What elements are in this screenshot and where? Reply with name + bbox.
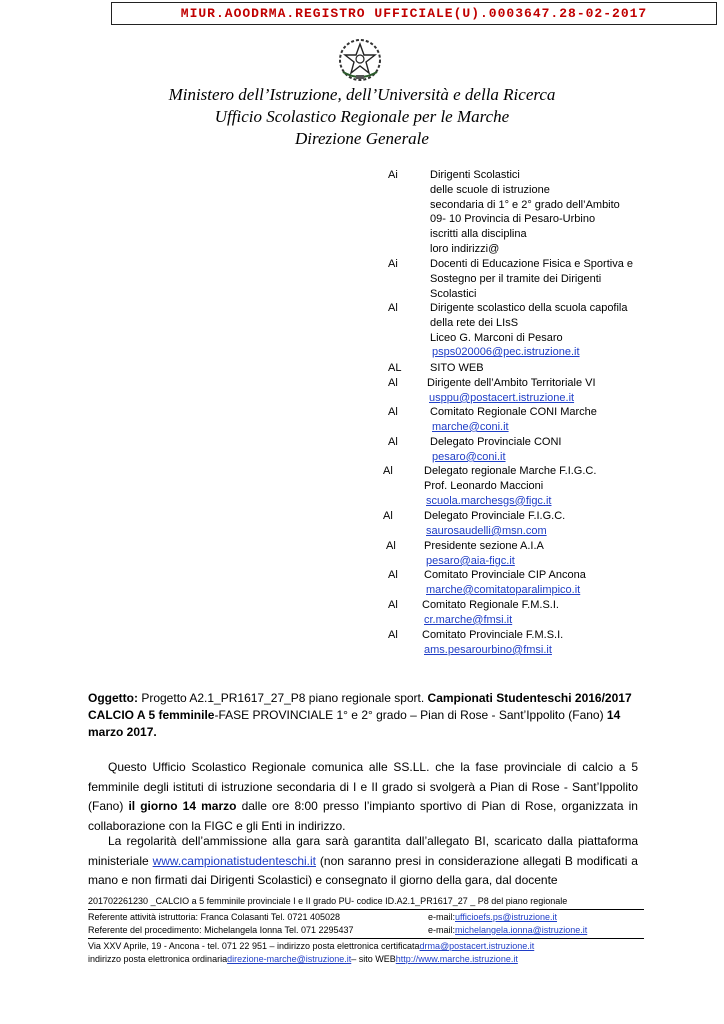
recipient-line: Delegato Provinciale F.I.G.C. <box>424 510 566 522</box>
referent-procedure: Referente del procedimento: Michelangela Ionna Tel. 071 2295437 e-mail: michelangela.ionna@istruzione.it <box>88 925 588 935</box>
recipient-email-link[interactable]: ams.pesarourbino@fmsi.it <box>424 643 552 656</box>
recipient-prefix: Al <box>388 406 398 418</box>
recipient-prefix: Ai <box>388 258 398 270</box>
recipient-prefix: AL <box>388 362 402 374</box>
recipient-line: Sostegno per il tramite dei Dirigenti <box>430 272 602 285</box>
recipient-email-link[interactable]: marche@coni.it <box>432 420 509 433</box>
ref1-email-link[interactable]: ufficioefs.ps@istruzione.it <box>455 912 558 922</box>
recipient-prefix: Al <box>388 599 398 611</box>
recipient-email-link[interactable]: psps020006@pec.istruzione.it <box>432 346 580 359</box>
recipient-prefix: Al <box>383 465 393 477</box>
recipient-line: Docenti di Educazione Fisica e Sportiva e <box>430 258 633 270</box>
recipient-line: 09- 10 Provincia di Pesaro-Urbino <box>430 213 596 226</box>
office-address: Via XXV Aprile, 19 - Ancona - tel. 071 22 951 – indirizzo posta elettronica certificata drma@postacert.istruzione.it <box>88 941 535 951</box>
referent-activity: Referente attività istruttoria: Franca Colasanti Tel. 0721 405028 e-mail: ufficioefs.ps@istruzione.it <box>88 912 558 922</box>
recipient-line: delle scuole di istruzione <box>430 183 550 196</box>
recipient-line: iscritti alla disciplina <box>430 228 527 241</box>
campionati-link[interactable]: www.campionatistudenteschi.it <box>152 853 317 868</box>
directorate-name: Direzione Generale <box>295 129 429 148</box>
recipient-email-link[interactable]: scuola.marchesgs@figc.it <box>426 494 552 507</box>
recipient-email-link[interactable]: usppu@postacert.istruzione.it <box>429 391 575 404</box>
subject-date: 14 marzo 2017. <box>88 708 621 739</box>
recipient-line: Dirigente dell’Ambito Territoriale VI <box>427 377 596 389</box>
recipient-prefix: Al <box>388 629 398 641</box>
pec-email-link[interactable]: drma@postacert.istruzione.it <box>419 941 535 951</box>
footer-divider-2 <box>88 938 644 939</box>
event-date: il giorno 14 marzo <box>128 799 237 813</box>
recipient-line: Prof. Leonardo Maccioni <box>424 479 544 492</box>
recipient-line: Comitato Regionale CONI Marche <box>430 406 597 418</box>
recipient-email-link[interactable]: marche@comitatoparalimpico.it <box>426 583 581 596</box>
office-contacts: indirizzo posta elettronica ordinaria direzione-marche@istruzione.it – sito WEB http://www.marche.istruzione.it <box>88 954 518 964</box>
recipient-prefix: Al <box>388 302 398 314</box>
protocol-stamp: MIUR.AOODRMA.REGISTRO UFFICIALE(U).0003647.28-02-2017 <box>111 2 717 25</box>
recipient-line: Liceo G. Marconi di Pesaro <box>430 331 563 344</box>
recipient-line: SITO WEB <box>430 362 484 374</box>
subject <box>88 690 640 741</box>
footer-divider <box>88 909 644 910</box>
recipient-line: Comitato Provinciale F.M.S.I. <box>422 629 564 641</box>
recipient-line: Comitato Regionale F.M.S.I. <box>422 599 559 611</box>
recipient-prefix: Al <box>388 436 398 448</box>
recipient-line: della rete dei LIsS <box>430 316 519 329</box>
recipient-prefix: Al <box>383 510 393 522</box>
ministry-name: Ministero dell’Istruzione, dell’Università e della Ricerca <box>168 85 556 104</box>
subject-text: Progetto A2.1_PR1617_27_P8 piano regionale sport. <box>138 691 428 705</box>
recipient-line: Delegato Provinciale CONI <box>430 436 562 448</box>
recipient-line: Dirigente scolastico della scuola capofila <box>430 302 628 314</box>
recipient-line: Dirigenti Scolastici <box>430 169 520 181</box>
ref2-email-link[interactable]: michelangela.ionna@istruzione.it <box>455 925 588 935</box>
recipient-line: secondaria di 1° e 2° grado dell’Ambito <box>430 198 620 211</box>
paragraph-announcement: Questo Ufficio Scolastico Regionale comunica alle SS.LL. che la fase provinciale di calcio a 5 femminile degli istituti di istruzione secondaria di I e II grado si svolgerà a Pian di Rose - Sant’Ippolito (Fano) il giorno 14 marzo dalle ore 8:00 presso l’impianto sportivo di Pian di Rose, organizzata in collaborazione con la FIGC e gli Enti in indirizzo. <box>88 760 638 833</box>
recipient-line: Presidente sezione A.I.A <box>424 540 544 552</box>
recipient-prefix: Al <box>388 377 398 389</box>
recipient-email-link[interactable]: cr.marche@fmsi.it <box>424 613 513 626</box>
recipient-line: loro indirizzi@ <box>430 243 500 255</box>
office-name: Ufficio Scolastico Regionale per le Marche <box>214 107 510 126</box>
recipient-line: Comitato Provinciale CIP Ancona <box>424 569 586 581</box>
website-link[interactable]: http://www.marche.istruzione.it <box>395 954 518 964</box>
ordinary-email-link[interactable]: direzione-marche@istruzione.it <box>227 954 352 964</box>
recipient-email-link[interactable]: pesaro@aia-figc.it <box>426 554 515 567</box>
recipient-email-link[interactable]: saurosaudelli@msn.com <box>426 524 547 537</box>
subject-label: Oggetto: <box>88 691 138 705</box>
subject-bold: Campionati Studenteschi 2016/2017 CALCIO A 5 femminile <box>88 691 632 722</box>
paragraph-admission: La regolarità dell’ammissione alla gara sarà garantita dall’allegato BI, scaricato dalla piattaforma ministeriale www.campionatistudenteschi.it (non saranno presi in considerazione allegati B modificati a mano e non firmati dai Dirigenti Scolastici) e consegnato il giorno della gara, dal docente <box>88 834 638 887</box>
recipient-prefix: Ai <box>388 169 398 181</box>
recipient-line: Delegato regionale Marche F.I.G.C. <box>424 465 597 477</box>
recipient-prefix: Al <box>386 540 396 552</box>
subject-phase: -FASE PROVINCIALE 1° e 2° grado – Pian di Rose - Sant’Ippolito (Fano) <box>214 708 607 722</box>
recipient-email-link[interactable]: pesaro@coni.it <box>432 450 506 463</box>
file-reference: 201702261230 _CALCIO a 5 femminile provinciale I e II grado PU- codice ID.A2.1_PR1617_27 _ P8 del piano regionale <box>88 896 568 906</box>
recipient-line: Scolastici <box>430 287 477 300</box>
recipient-prefix: Al <box>388 569 398 581</box>
